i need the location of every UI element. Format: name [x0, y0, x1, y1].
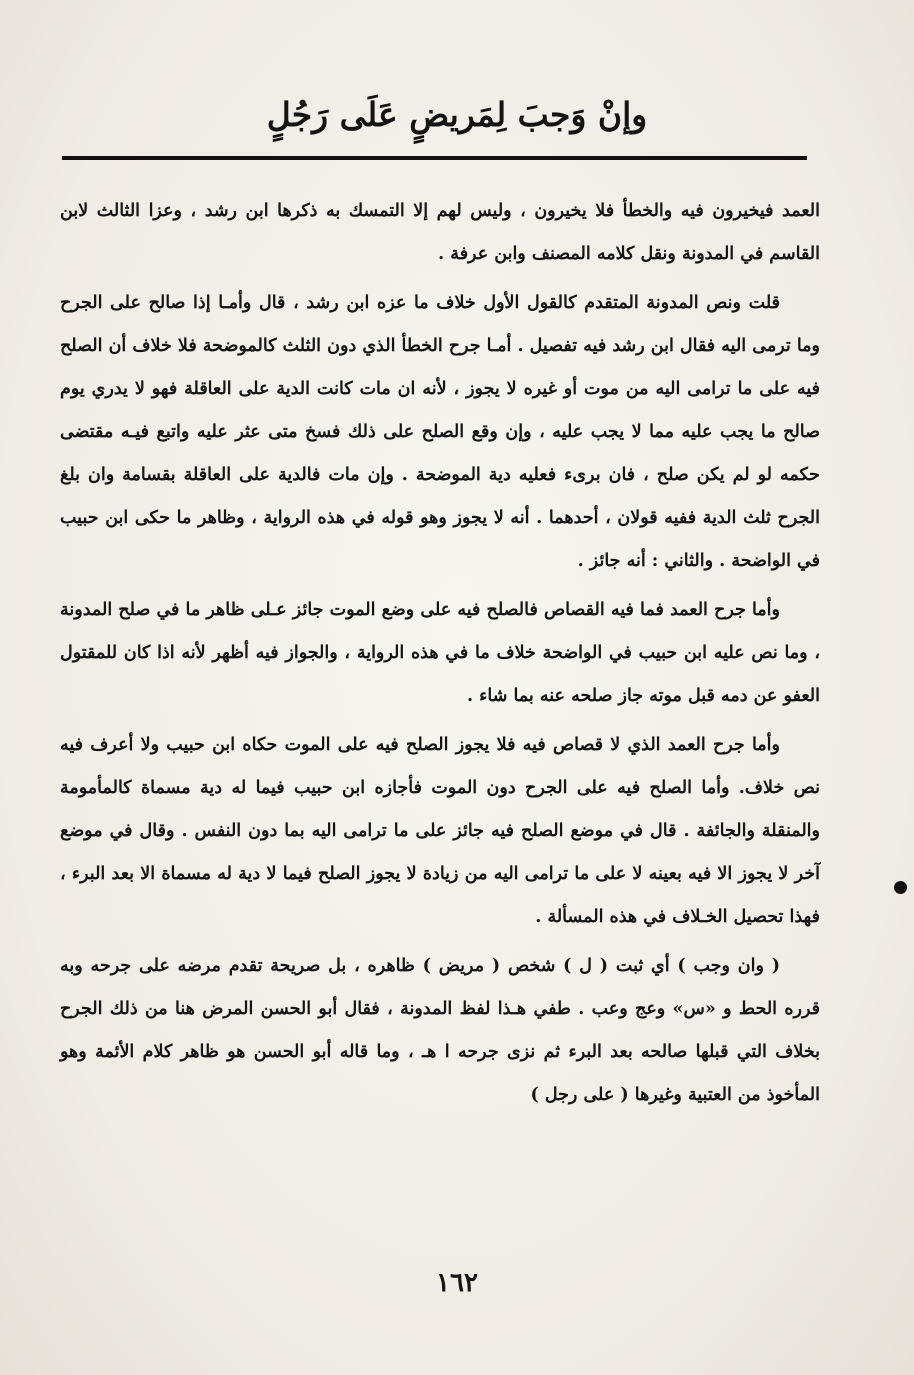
paragraph-no-retaliation: وأما جرح العمد الذي لا قصاص فيه فلا يجوز الصلح فيه على الموت حكاه ابن حبيب ولا أعرف فيه نص خلاف. وأما الصلح فيه على الجرح دون الموت فأجازه ابن حبيب فيما له دية مسماة كالمأمومة والمنقلة والجائفة . قال في موضع الصلح فيه جائز على ما ترامى اليه بما دون النفس . وقال في موضع آخر لا يجوز الا فيه بعينه لا على ما ترامى اليه من زيادة لا يجوز الصلح فيما لا دية له مسماة الا بعد البرء ، فهذا تحصيل الخـلاف في هذه المسألة .: [60, 735, 820, 927]
running-header: وإنْ وَجبَ لِمَريضٍ عَلَى رَجُلٍ: [266, 95, 648, 134]
margin-ink-dot: [894, 881, 907, 894]
paragraph-ibn-rushd: قلت ونص المدونة المتقدم كالقول الأول خلاف ما عزه ابن رشد ، قال وأمـا إذا صالح على الجرح وما ترمى اليه فقال ابن رشد فيه تفصيل . أمـا جرح الخطأ الذي دون الثلث كالموضحة فلا خلاف أن الصلح فيه على ما ترامى اليه من موت أو غيره لا يجوز ، لأنه ان مات كانت الدية على العاقلة فهو لا يدري يوم صالح ما يجب عليه مما لا يجب عليه ، وإن وقع الصلح على ذلك فسخ متى عثر عليه واتبع فيـه مقتضى حكمه لو لم يكن صلح ، فان برىء فعليه دية الموضحة . وإن مات فالدية على العاقلة بقسامة وان بلغ الجرح ثلث الدية ففيه قولان ، أحدهما . أنه لا يجوز وهو قوله في هذه الرواية ، وظاهر ما حكى ابن حبيب في الواضحة . والثاني : أنه جائز .: [60, 293, 820, 571]
paragraph-commentary: ( وان وجب ) أي ثبت ( ل ) شخص ( مريض ) ظاهره ، بل صريحة تقدم مرضه على جرحه وبه قرره الحط و «س» وعج وعب . طفي هـذا لفظ المدونة ، فقال أبو الحسن المرض هنا من ذلك الجرح بخلاف التي قبلها صالحه بعد البرء ثم نزى جرحه ا هـ ، وما قاله أبو الحسن هو ظاهر كلام الأئمة وهو المأخوذ من العتبية وغيرها ( على رجل ): [60, 956, 820, 1105]
paragraph-continued: العمد فيخيرون فيه والخطأ فلا يخيرون ، وليس لهم إلا التمسك به ذكرها ابن رشد ، وعزا الثالث لابن القاسم في المدونة ونقل كلامه المصنف وابن عرفة .: [60, 201, 820, 264]
page-number: ١٦٢: [436, 1268, 478, 1298]
header-rule: [62, 156, 807, 160]
paragraph-intentional-wound: وأما جرح العمد فما فيه القصاص فالصلح فيه على وضع الموت جائز عـلى ظاهر ما في صلح المدونة ، وما نص عليه ابن حبيب في الواضحة خلاف ما في هذه الرواية ، والجواز فيه أظهر لأنه اذا كان للمقتول العفو عن دمه قبل موته جاز صلحه عنه بما شاء .: [60, 600, 820, 706]
page-body: [60, 190, 820, 1123]
